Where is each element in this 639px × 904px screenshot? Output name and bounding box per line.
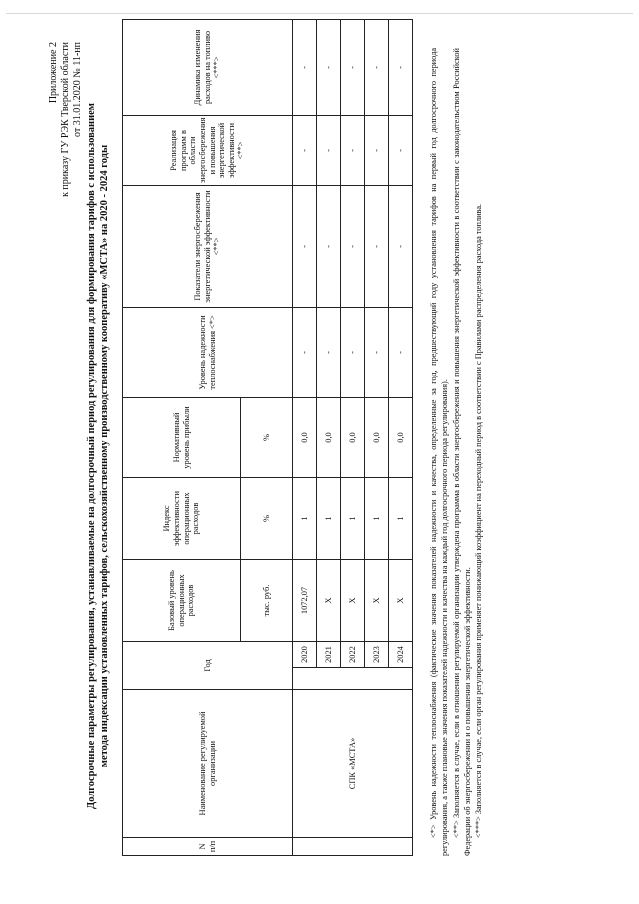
cell-year: 2022 [341,642,365,668]
cell-energy: - [293,186,317,308]
header-index: Индекс эффективности операционных расходов [123,478,241,560]
cell-base: X [365,560,389,642]
cell-profit: 0,0 [341,398,365,478]
cell-program: - [365,116,389,186]
cell-fuel: - [293,20,317,116]
cell-org-name: СПК «МСТА» [293,690,413,838]
appendix-number: Приложение 2 [48,42,59,104]
page-edge-divider [6,13,633,14]
cell-num [293,838,413,856]
cell-year: 2023 [365,642,389,668]
cell-year: 2024 [389,642,413,668]
table-header-row [123,20,241,856]
cell-reliability: - [293,308,317,398]
parameters-table [122,19,413,856]
cell-program: - [317,116,341,186]
cell-spacer [293,668,413,690]
cell-program: - [341,116,365,186]
footnote-fuel: <***> Заполняется в случае, если орган регулирования применяет понижающий коэффициент на переходный период в соответствии с Правилами распределения расхода топлива. [474,203,484,838]
cell-energy: - [365,186,389,308]
header-fuel: Динамика изменения расходов на топливо <***> [123,20,293,116]
cell-base: X [389,560,413,642]
document-title [86,48,111,864]
cell-fuel: - [317,20,341,116]
header-program: Реализация программ в области энергосбережения и повышения энергетической эффективности <**> [123,116,293,186]
cell-profit: 0,0 [389,398,413,478]
cell-base: 1072,07 [293,560,317,642]
cell-energy: - [317,186,341,308]
cell-reliability: - [317,308,341,398]
appendix-order-ref: к приказу ГУ РЭК Тверской области [60,42,71,197]
cell-profit: 0,0 [293,398,317,478]
appendix-order-date: от 31.01.2020 № 11-нп [72,42,83,137]
cell-base: X [317,560,341,642]
cell-profit: 0,0 [317,398,341,478]
title-line-2: метода индексации установленных тарифов, сельскохозяйственному производственному кооперативу «МСТА» на 2020 - 2024 годы [98,144,110,768]
footnote-energy-program: <**> Заполняется в случае, если в отношении регулируемой организации утверждена программа в области энергосбережения и повышения энергетической эффективности в соответствии с законодательством Российской Федерации об энергосбережении и о повышении энергетической эффективности. [451,48,472,856]
cell-fuel: - [341,20,365,116]
cell-energy: - [341,186,365,308]
footnote-reliability: <*> Уровень надежности теплоснабжения (фактические значения показателей надежности и качества, определенные за год, предшествующий году установления тарифов на первый год долгосрочного периода регулирования, а также плановые значения показателей надежности и качества на каждый год долгосрочного периода регулирования). [429,48,450,856]
cell-program: - [389,116,413,186]
cell-index: 1 [389,478,413,560]
unit-index: % [241,478,293,560]
header-year: Год [123,642,293,690]
cell-index: 1 [365,478,389,560]
cell-base: X [341,560,365,642]
cell-reliability: - [389,308,413,398]
cell-energy: - [389,186,413,308]
cell-fuel: - [389,20,413,116]
cell-index: 1 [317,478,341,560]
cell-program: - [293,116,317,186]
cell-index: 1 [293,478,317,560]
unit-base: тыс. руб. [241,560,293,642]
header-reliability: Уровень надежности теплоснабжения <*> [123,308,293,398]
header-energy: Показатели энергосбережения энергетической эффективности <**> [123,186,293,308]
header-profit: Нормативный уровень прибыли [123,398,241,478]
cell-profit: 0,0 [365,398,389,478]
table-row [293,20,317,856]
cell-year: 2021 [317,642,341,668]
cell-index: 1 [341,478,365,560]
header-base: Базовый уровень операционных расходов [123,560,241,642]
unit-profit: % [241,398,293,478]
footnotes [428,48,484,856]
cell-fuel: - [365,20,389,116]
appendix-header [48,42,84,197]
header-org: Наименование регулируемой организации [123,690,293,838]
cell-reliability: - [341,308,365,398]
header-num: N п/п [123,838,293,856]
cell-reliability: - [365,308,389,398]
title-line-1: Долгосрочные параметры регулирования, устанавливаемые на долгосрочный период регулирования для формирования тарифов с использованием [86,103,97,809]
cell-year: 2020 [293,642,317,668]
